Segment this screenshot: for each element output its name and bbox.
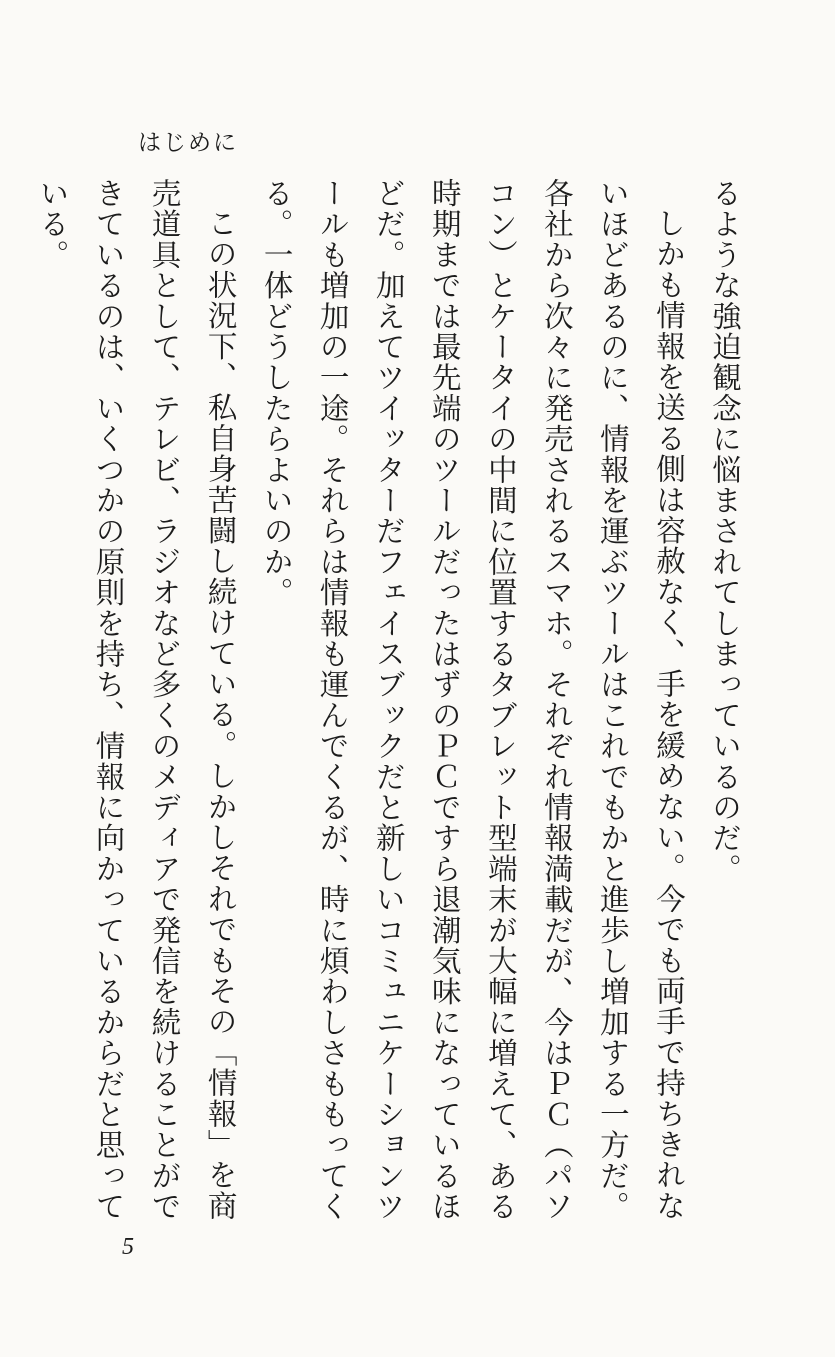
page-number: 5: [122, 1234, 134, 1260]
body-text: [0, 178, 753, 1238]
paragraph-1: るような強迫観念に悩まされてしまっているのだ。: [708, 178, 742, 885]
paragraph-2: しかも情報を送る側は容赦なく、手を緩めない。今でも両手で持ちきれないほどあるのに、情報を運ぶツールはこれでもかと進歩し増加する一方だ。各社から次々に発売されるスマホ。それぞれ情報満載だが、今はＰＣ（パソコン）とケータイの中間に位置するタブレット型端末が大幅に増えて、ある時期までは最先端のツールだったはずのＰＣですら退潮気味になっているほどだ。加えてツイッターだフェイスブックだと新しいコミュニケーションツールも増加の一途。それらは情報も運んでくるが、時に煩わしさももってくる。一体どうしたらよいのか。: [259, 178, 686, 1222]
running-head: はじめに: [138, 130, 238, 156]
paragraph-3: この状況下、私自身苦闘し続けている。しかしそれでもその「情報」を商売道具として、テレビ、ラジオなど多くのメディアで発信を続けることができているのは、いくつかの原則を持ち、情報に向かっているからだと思っている。: [35, 178, 238, 1222]
